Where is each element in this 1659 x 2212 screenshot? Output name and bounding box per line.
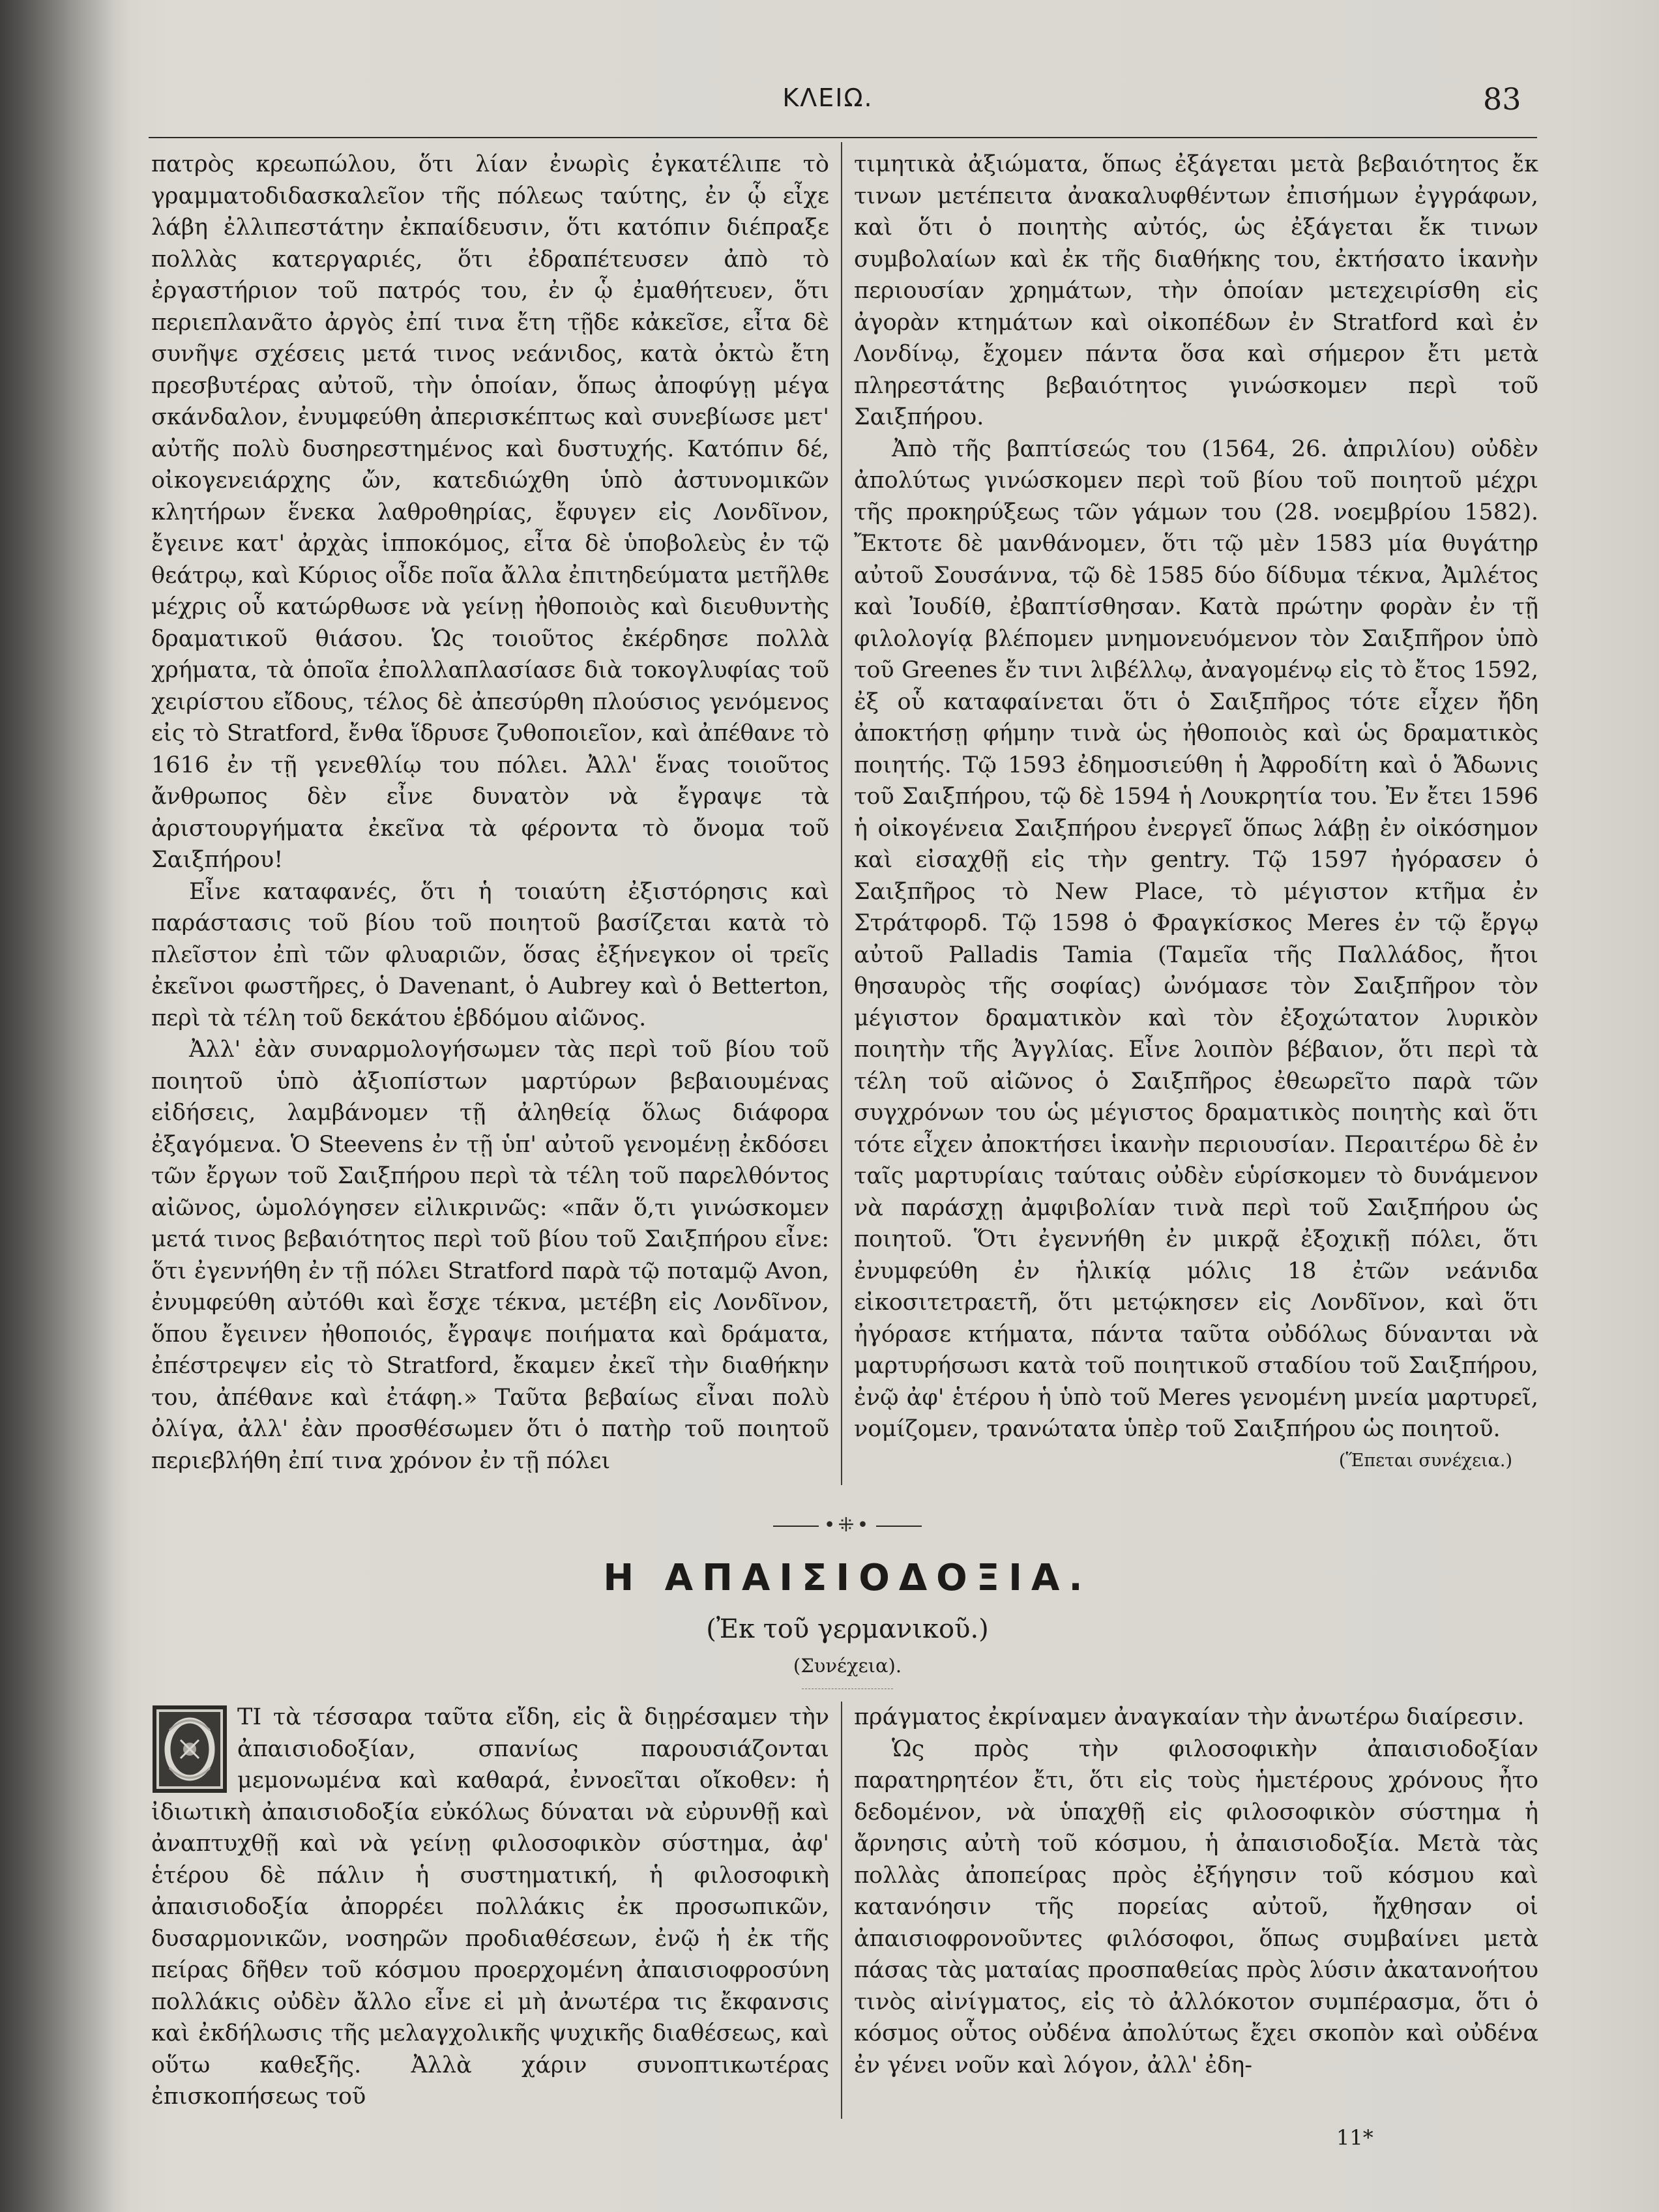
drop-cap-ornament [151, 1704, 228, 1794]
paragraph: Ἀλλ' ἐὰν συναρμολογήσωμεν τὰς περὶ τοῦ βίου τοῦ ποιητοῦ ὑπὸ ἀξιοπίστων μαρτύρων βεβαιουμένας εἰδήσεις, λαμβάνομεν τῇ ἀληθείᾳ ὅλως διάφορα ἐξαγόμενα. Ὁ Steevens ἐν τῇ ὑπ' αὐτοῦ γενομένῃ ἐκδόσει τῶν ἔργων τοῦ Σαιξπήρου περὶ τὰ τέλη τοῦ παρελθόντος αἰῶνος, ὡμολόγησεν εἰλικρινῶς: «πᾶν ὅ,τι γινώσκομεν μετά τινος βεβαιότητος περὶ τοῦ βίου τοῦ Σαιξπήρου εἶνε: ὅτι ἐγεννήθη ἐν τῇ πόλει Stratford παρὰ τῷ ποταμῷ Avon, ἐνυμφεύθη αὐτόθι καὶ ἔσχε τέκνα, μετέβη εἰς Λονδῖνον, ὅπου ἔγεινεν ἠθοποιός, ἔγραψε ποιήματα καὶ δράματα, ἐπέστρεψεν εἰς τὸ Stratford, ἔκαμεν ἐκεῖ τὴν διαθήκην του, ἀπέθανε καὶ ἐτάφη.» Ταῦτα βεβαίως εἶναι πολὺ ὀλίγα, ἀλλ' ἐὰν προσθέσωμεν ὅτι ὁ πατὴρ τοῦ ποιητοῦ περιεβλήθη ἐπί τινα χρόνον ἐν τῇ πόλει [151, 1037, 829, 1474]
continued-note: (Ἕπεται συνέχεια.) [1338, 1450, 1512, 1471]
paragraph: πατρὸς κρεωπώλου, ὅτι λίαν ἐνωρὶς ἐγκατέλιπε τὸ γραμματοδιδασκαλεῖον τῆς πόλεως ταύτης, ἐν ᾧ εἶχε λάβη ἐλλιπεστάτην ἐκπαίδευσιν, ὅτι κατόπιν διέπραξε πολλὰς κατεργαριές, ὅτι ἐδραπέτευσεν ἀπὸ τὸ ἐργαστήριον τοῦ πατρός του, ἐν ᾧ ἐμαθήτευεν, ὅτι περιεπλανᾶτο ἀργὸς ἐπί τινα ἔτη τῇδε κἀκεῖσε, εἶτα δὲ συνῆψε σχέσεις μετά τινος νεάνιδος, κατὰ ὀκτὼ ἔτη πρεσβυτέρας αὐτοῦ, τὴν ὁποίαν, ὅπως ἀποφύγῃ μέγα σκάνδαλον, ἐνυμφεύθη ἀπερισκέπτως καὶ συνεβίωσε μετ' αὐτῆς πολὺ δυσηρεστημένος καὶ δυστυχής. Κατόπιν δέ, οἰκογενειάρχης ὤν, κατεδιώχθη ὑπὸ ἀστυνομικῶν κλητήρων ἕνεκα λαθροθηρίας, ἔφυγεν εἰς Λονδῖνον, ἔγεινε κατ' ἀρχὰς ἱπποκόμος, εἶτα δὲ ὑποβολεὺς ἐν τῷ θεάτρῳ, καὶ Κύριος οἶδε ποῖα ἄλλα ἐπιτηδεύματα μετῆλθε μέχρις οὗ κατώρθωσε νὰ γείνῃ ἠθοποιὸς καὶ διευθυντὴς δραματικοῦ θιάσου. Ὡς τοιοῦτος ἐκέρδησε πολλὰ χρήματα, τὰ ὁποῖα ἐπολλαπλασίασε διὰ τοκογλυφίας τοῦ χειρίστου εἴδους, τέλος δὲ ἀπεσύρθη πλούσιος γενόμενος εἰς τὸ Stratford, ἔνθα ἵδρυσε ζυθοποιεῖον, καὶ ἀπέθανε τὸ 1616 ἐν τῇ γενεθλίῳ του πόλει. Ἀλλ' ἕνας τοιοῦτος ἄνθρωπος δὲν εἶνε δυνατὸν νὰ ἔγραψε τὰ ἀριστουργήματα ἐκεῖνα τὰ φέροντα τὸ ὄνομα τοῦ Σαιξπήρου! [151, 151, 829, 873]
article-continuation-note: (Συνέχεια). [793, 1655, 902, 1677]
top-left-column [151, 149, 829, 1485]
column-divider [841, 142, 842, 1485]
paragraph: Εἶνε καταφανές, ὅτι ἡ τοιαύτη ἐξιστόρησις καὶ παράστασις τοῦ βίου τοῦ ποιητοῦ βασίζεται κατὰ τὸ πλεῖστον ἐπὶ τῶν φλυαριῶν, ὅσας ἐξήνεγκον οἱ τρεῖς ἐκεῖνοι φωστῆρες, ὁ Davenant, ὁ Aubrey καὶ ὁ Betterton, περὶ τὰ τέλη τοῦ δεκάτου ἑβδόμου αἰῶνος. [151, 878, 829, 1031]
paragraph: ΤΙ τὰ τέσσαρα ταῦτα εἴδη, εἰς ἃ διῃρέσαμεν τὴν ἀπαισιοδοξίαν, σπανίως παρουσιάζονται μεμονωμένα καὶ καθαρά, ἐννοεῖται οἴκοθεν: ἡ ἰδιωτικὴ ἀπαισιοδοξία εὐκόλως δύναται νὰ εὐρυνθῇ καὶ ἀναπτυχθῇ καὶ νὰ γείνῃ φιλοσοφικὸν σύστημα, ἀφ' ἑτέρου δὲ πάλιν ἡ συστηματική, ἡ φιλοσοφικὴ ἀπαισιοδοξία ἀπορρέει πολλάκις ἐκ προσωπικῶν, δυσαρμονικῶν, νοσηρῶν προδιαθέσεων, ἐνῷ ἡ ἐκ τῆς πείρας δῆθεν τοῦ κόσμου προερχομένη ἀπαισιοφροσύνη πολλάκις οὐδὲν ἄλλο εἶνε εἰ μὴ ἀνωτέρα τις ἔκφανσις καὶ ἐκδήλωσις τῆς μελαγχολικῆς ψυχικῆς διαθέσεως, καὶ οὕτω καθεξῆς. Ἀλλὰ χάριν συνοπτικωτέρας ἐπισκοπήσεως τοῦ [151, 1704, 829, 2110]
top-right-column [854, 149, 1538, 1485]
article-right-column [854, 1702, 1538, 2125]
signature-mark: 11* [1336, 2125, 1373, 2150]
paragraph: πράγματος ἐκρίναμεν ἀναγκαίαν τὴν ἀνωτέρω διαίρεσιν. [854, 1704, 1525, 1730]
paragraph: τιμητικὰ ἀξιώματα, ὅπως ἐξάγεται μετὰ βεβαιότητος ἔκ τινων μετέπειτα ἀνακαλυφθέντων ἐπισήμων ἐγγράφων, καὶ ὅτι ὁ ποιητὴς αὐτός, ὡς ἐξάγεται ἔκ τινων συμβολαίων καὶ ἐκ τῆς διαθήκης του, ἐκτήσατο ἱκανὴν περιουσίαν χρημάτων, τὴν ὁποίαν μετεχειρίσθη εἰς ἀγορὰν κτημάτων καὶ οἰκοπέδων ἐν Stratford καὶ ἐν Λονδίνῳ, ἔχομεν πάντα ὅσα καὶ σήμερον ἔτι μετὰ πληρεστάτης βεβαιότητος γινώσκομεν περὶ τοῦ Σαιξπήρου. [854, 151, 1538, 430]
section-ornament: •⁜• [750, 1514, 945, 1537]
article-left-column [151, 1702, 829, 2110]
page-number: 83 [1483, 81, 1521, 117]
article-title: Η ΑΠΑΙΣΙΟΔΟΞΙΑ. [603, 1557, 1092, 1599]
binding-shadow [0, 0, 130, 2212]
article-subtitle: (Ἐκ τοῦ γερμανικοῦ.) [706, 1614, 989, 1644]
subtitle-rule [802, 1688, 893, 1689]
running-title: ΚΛΕΙΩ. [782, 83, 874, 112]
paragraph: Ὡς πρὸς τὴν φιλοσοφικὴν ἀπαισιοδοξίαν παρατηρητέον ἔτι, ὅτι εἰς τοὺς ἡμετέρους χρόνους ἦτο δεδομένον, νὰ ὑπαχθῇ εἰς φιλοσοφικὸν σύστημα ἡ ἄρνησις αὐτὴ τοῦ κόσμου, ἡ ἀπαισιοδοξία. Μετὰ τὰς πολλὰς ἀποπείρας πρὸς ἐξήγησιν τοῦ κόσμου καὶ κατανόησιν τῆς πορείας αὐτοῦ, ἤχθησαν οἱ ἀπαισιοφρονοῦντες φιλόσοφοι, ὅπως συμβαίνει μετὰ πάσας τὰς ματαίας προσπαθείας πρὸς λύσιν ἀκατανοήτου τινὸς αἰνίγματος, εἰς τὸ ἀλλόκοτον συμπέρασμα, ὅτι ὁ κόσμος οὗτος οὐδένα ἀπολύτως ἔχει σκοπὸν καὶ οὐδένα ἐν γένει νοῦν καὶ λόγον, ἀλλ' ἐδη- [854, 1735, 1538, 2078]
column-divider [841, 1702, 842, 2119]
paragraph: Ἀπὸ τῆς βαπτίσεώς του (1564, 26. ἀπριλίου) οὐδὲν ἀπολύτως γινώσκομεν περὶ τοῦ βίου τοῦ ποιητοῦ μέχρι τῆς προκηρύξεως τῶν γάμων του (28. νοεμβρίου 1582). Ἔκτοτε δὲ μανθάνομεν, ὅτι τῷ μὲν 1583 μία θυγάτηρ αὐτοῦ Σουσάννα, τῷ δὲ 1585 δύο δίδυμα τέκνα, Ἀμλέτος καὶ Ἰουδίθ, ἐβαπτίσθησαν. Κατὰ πρώτην φορὰν ἐν τῇ φιλολογίᾳ βλέπομεν μνημονευόμενον τὸν Σαιξπῆρον ὑπὸ τοῦ Greenes ἔν τινι λιβέλλῳ, ἀναγομένῳ εἰς τὸ ἔτος 1592, ἐξ οὗ καταφαίνεται ὅτι ὁ Σαιξπῆρος τότε εἶχεν ἤδη ἀποκτήσῃ φήμην τινὰ ὡς ἠθοποιὸς καὶ ὡς δραματικὸς ποιητής. Τῷ 1593 ἐδημοσιεύθη ἡ Ἀφροδίτη καὶ ὁ Ἄδωνις τοῦ Σαιξπήρου, τῷ δὲ 1594 ἡ Λουκρητία του. Ἐν ἔτει 1596 ἡ οἰκογένεια Σαιξπήρου ἐνεργεῖ ὅπως λάβῃ ἐν οἰκόσημον καὶ εἰσαχθῇ εἰς τὴν gentry. Τῷ 1597 ἠγόρασεν ὁ Σαιξπῆρος τὸ New Place, τὸ μέγιστον κτῆμα ἐν Στράτφορδ. Τῷ 1598 ὁ Φραγκίσκος Meres ἐν τῷ ἔργῳ αὐτοῦ Palladis Tamia (Ταμεῖα τῆς Παλλάδος, ἤτοι θησαυρὸς τῆς σοφίας) ὠνόμασε τὸν Σαιξπῆρον τὸν μέγιστον δραματικὸν καὶ τὸν ἐξοχώτατον λυρικὸν ποιητὴν τῆς Ἀγγλίας. Εἶνε λοιπὸν βέβαιον, ὅτι περὶ τὰ τέλη τοῦ αἰῶνος ὁ Σαιξπῆρος ἐθεωρεῖτο παρὰ τῶν συγχρόνων του ὡς μέγιστος δραματικὸς ποιητὴς καὶ ὅτι τότε εἶχεν ἀποκτήσει ἱκανὴν περιουσίαν. Περαιτέρω δὲ ἐν ταῖς μαρτυρίαις ταύταις οὐδὲν εὑρίσκομεν τὸ δυνάμενον νὰ παράσχῃ ἀμφιβολίαν τινὰ περὶ τοῦ Σαιξπήρου ὡς ποιητοῦ. Ὅτι ἐγεννήθη ἐν μικρᾷ ἐξοχικῇ πόλει, ὅτι ἐνυμφεύθη ἐν ἡλικίᾳ μόλις 18 ἐτῶν νεάνιδα εἰκοσιτετραετῆ, ὅτι μετῴκησεν εἰς Λονδῖνον, καὶ ὅτι ἠγόρασε κτήματα, πάντα ταῦτα οὐδόλως δύνανται νὰ μαρτυρήσωσι κατὰ τοῦ ποιητικοῦ σταδίου τοῦ Σαιξπήρου, ἐνῷ ἀφ' ἑτέρου ἡ ὑπὸ τοῦ Meres γενομένη μνεία μαρτυρεῖ, νομίζομεν, τρανώτατα ὑπὲρ τοῦ Σαιξπήρου ὡς ποιητοῦ. [854, 435, 1538, 1442]
header-rule [149, 137, 1537, 138]
